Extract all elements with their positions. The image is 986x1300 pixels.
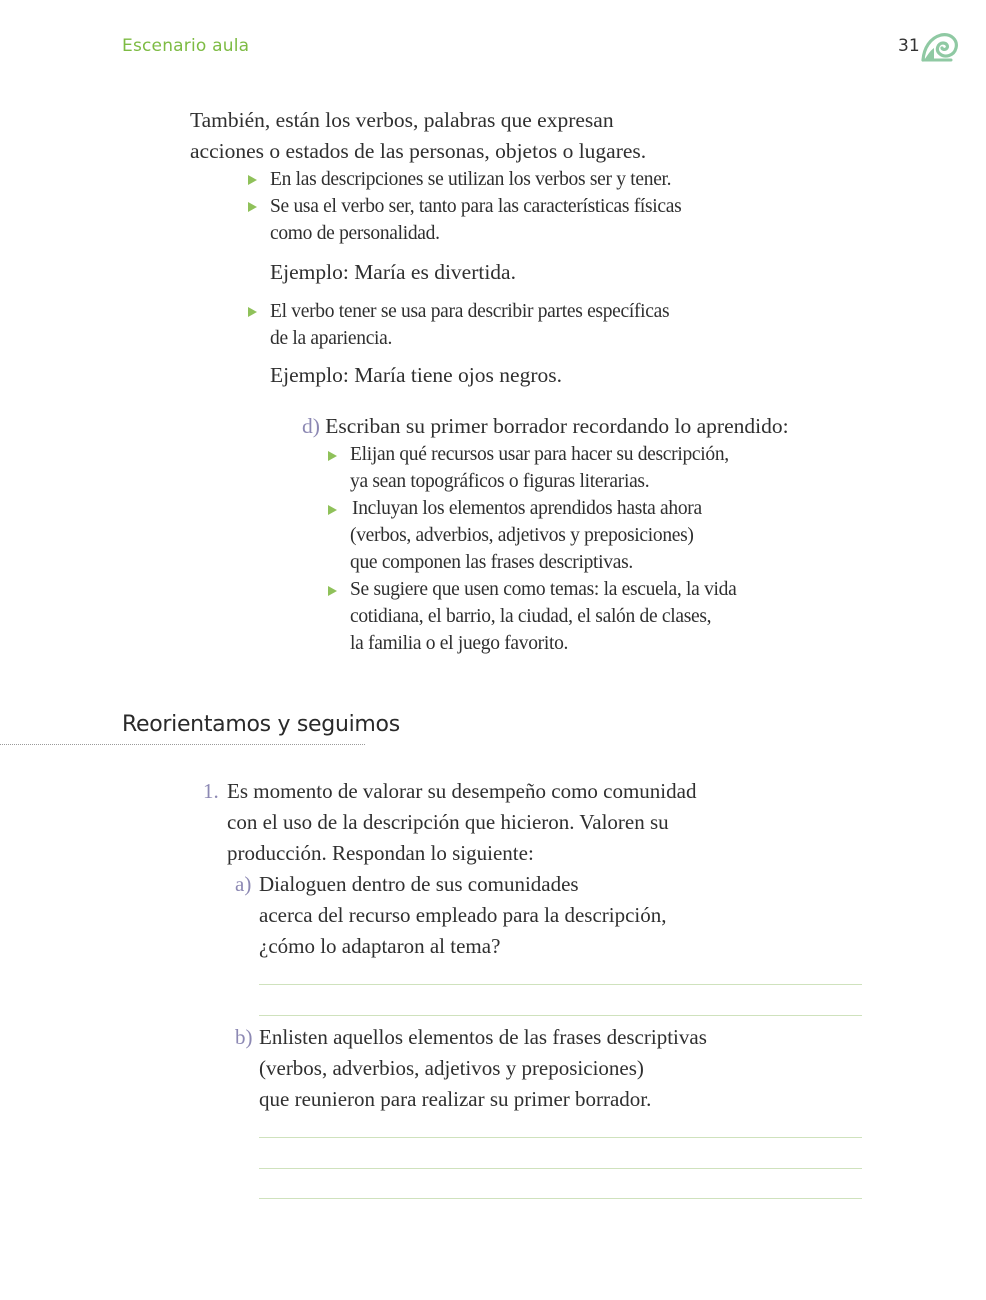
example-2: Ejemplo: María tiene ojos negros. <box>270 363 562 387</box>
answer-line[interactable] <box>259 984 862 985</box>
item-d-bullet-1: Elijan qué recursos usar para hacer su descripción, <box>350 444 729 465</box>
section-divider <box>0 744 365 745</box>
answer-line[interactable] <box>259 1137 862 1138</box>
intro-line-2: acciones o estados de las personas, objetos o lugares. <box>190 139 647 163</box>
sub-a-marker: a) <box>235 872 252 896</box>
question-1-line: con el uso de la descripción que hicieron. Valoren su <box>227 810 669 834</box>
intro-bullet-1: En las descripciones se utilizan los verbos ser y tener. <box>270 169 672 190</box>
running-header: Escenario aula <box>122 36 250 56</box>
intro-bullet-2: Se usa el verbo ser, tanto para las características físicas <box>270 196 682 217</box>
answer-line[interactable] <box>259 1198 862 1199</box>
question-1-marker: 1. <box>203 779 219 803</box>
item-d-bullet-3: la familia o el juego favorito. <box>350 633 569 654</box>
item-d-bullet-3: Se sugiere que usen como temas: la escuela, la vida <box>350 579 737 600</box>
answer-line[interactable] <box>259 1168 862 1169</box>
bullet-arrow-icon <box>248 175 257 185</box>
intro-bullet-3: El verbo tener se usa para describir partes específicas <box>270 301 670 322</box>
bullet-arrow-icon <box>248 307 257 317</box>
sub-b-marker: b) <box>235 1025 253 1049</box>
example-1: Ejemplo: María es divertida. <box>270 260 516 284</box>
item-d-marker: d) <box>302 414 320 438</box>
bullet-arrow-icon <box>328 505 337 515</box>
item-d-bullet-2: (verbos, adverbios, adjetivos y preposiciones) <box>350 525 694 546</box>
item-d-text: Escriban su primer borrador recordando lo aprendido: <box>325 414 789 438</box>
bullet-arrow-icon <box>328 451 337 461</box>
sub-b-line: que reunieron para realizar su primer borrador. <box>259 1087 652 1111</box>
section-title: Reorientamos y seguimos <box>122 712 400 737</box>
sub-a-line: Dialoguen dentro de sus comunidades <box>259 872 579 896</box>
question-1-line: Es momento de valorar su desempeño como comunidad <box>227 779 697 803</box>
answer-line[interactable] <box>259 1015 862 1016</box>
snail-icon <box>921 30 959 62</box>
intro-line-1: También, están los verbos, palabras que expresan <box>190 108 614 132</box>
page-number: 31 <box>898 36 920 56</box>
item-d-bullet-3: cotidiana, el barrio, la ciudad, el salón de clases, <box>350 606 712 627</box>
question-1-line: producción. Respondan lo siguiente: <box>227 841 534 865</box>
sub-b-line: (verbos, adverbios, adjetivos y preposiciones) <box>259 1056 644 1080</box>
sub-a-line: ¿cómo lo adaptaron al tema? <box>259 934 501 958</box>
intro-bullet-2: como de personalidad. <box>270 223 440 244</box>
item-d-bullet-1: ya sean topográficos o figuras literarias. <box>350 471 650 492</box>
bullet-arrow-icon <box>248 202 257 212</box>
intro-bullet-3: de la apariencia. <box>270 328 393 349</box>
item-d <box>302 414 789 439</box>
bullet-arrow-icon <box>328 586 337 596</box>
sub-b-line: Enlisten aquellos elementos de las frases descriptivas <box>259 1025 707 1049</box>
item-d-bullet-2: que componen las frases descriptivas. <box>350 552 633 573</box>
item-d-bullet-2: Incluyan los elementos aprendidos hasta ahora <box>352 498 702 519</box>
sub-a-line: acerca del recurso empleado para la descripción, <box>259 903 667 927</box>
